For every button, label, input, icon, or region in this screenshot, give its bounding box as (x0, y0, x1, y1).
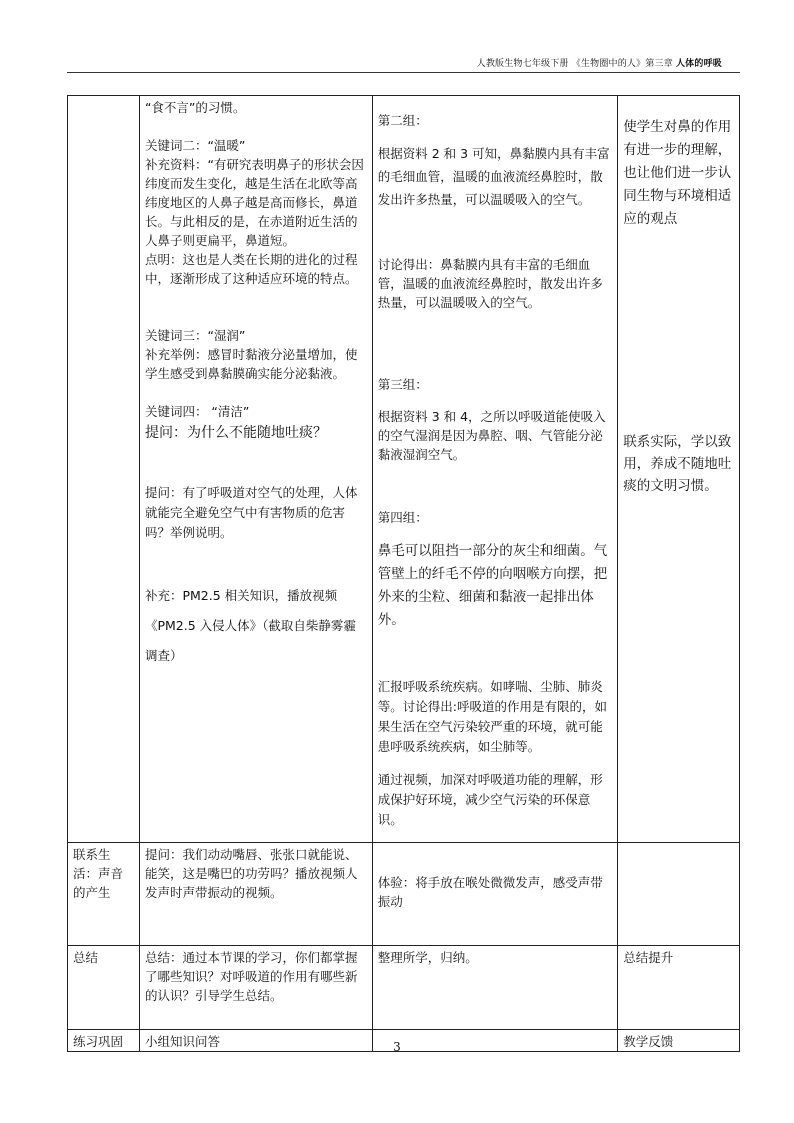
student-text: 整理所学，归纳。 (377, 950, 478, 965)
teacher-line: 点明：这也是人类在长期的进化的过程中，逐渐形成了这种适应环境的特点。 (144, 252, 358, 286)
teacher-question: 提问：有了呼吸道对空气的处理，人体就能完全避免空气中有害物质的危害吗？举例说明。 (144, 485, 358, 540)
teacher-line: 补充资料：“有研究表明鼻子的形状会因纬度而发生变化，越是生活在北欧等高纬度地区的人鼻子越是高而修长，鼻道长。与此相反的是，在赤道附近生活的人鼻子则更扁平，鼻道短。 (144, 157, 364, 248)
stage-cell (68, 96, 140, 843)
student-activity-cell (372, 946, 618, 1030)
stage-label: 练习巩固 (73, 1034, 124, 1049)
teacher-line: “食不言”的习惯。 (144, 100, 246, 115)
header-chapter-title: 人体的呼吸 (675, 59, 722, 69)
teacher-question: 提问：为什么不能随地吐痰？ (144, 425, 327, 441)
teacher-text: 总结：通过本节课的学习，你们都掌握了哪些知识？对呼吸道的作用有哪些新的认识？引导学生总结。 (144, 950, 358, 1003)
student-activity-cell (372, 843, 618, 946)
student-activity-cell (372, 96, 618, 843)
table-row (68, 96, 740, 843)
teacher-text: 小组知识问答 (144, 1034, 220, 1049)
intent-cell (618, 843, 740, 946)
intent-text: 使学生对鼻的作用有进一步的理解，也让他们进一步认同生物与环境相适应的观点 (623, 119, 732, 227)
student-line: 通过视频，加深对呼吸道功能的理解，形成保护好环境，减少空气污染的环保意识。 (377, 771, 603, 827)
intent-text: 联系实际，学以致用，养成不随地吐痰的文明习惯。 (623, 434, 732, 494)
keyword-heading: 关键词三：“湿润” (144, 328, 246, 343)
stage-cell (68, 843, 140, 946)
teacher-text: 提问：我们动动嘴唇、张张口就能说、能笑，这是嘴巴的功劳吗？播放视频人发声时声带振动的视频。 (144, 847, 358, 900)
student-line: 鼻毛可以阻挡一部分的灰尘和细菌。气管壁上的纤毛不停的向咽喉方向摆，把外来的尘粒、细菌和黏液一起排出体外。 (377, 543, 608, 628)
group-heading: 第四组： (377, 509, 428, 525)
student-line: 根据资料 2 和 3 可知，鼻黏膜内具有丰富的毛细血管，温暖的血液流经鼻腔时，散发出许多热量，可以温暖吸入的空气。 (377, 146, 610, 207)
teacher-line: 补充：PM2.5 相关知识，播放视频《PM2.5 入侵人体》（截取自柴静雾霾调查） (144, 588, 356, 663)
teacher-activity-cell (139, 946, 372, 1030)
teacher-line: 补充举例：感冒时黏液分泌量增加，使学生感受到鼻黏膜确实能分泌黏液。 (144, 347, 358, 381)
intent-text: 总结提升 (623, 950, 674, 965)
student-line: 汇报呼吸系统疾病。如哮喘、尘肺、肺炎等。讨论得出:呼吸道的作用是有限的，如果生活在空气污染较严重的环境，就可能患呼吸系统疾病，如尘肺等。 (377, 679, 607, 754)
teacher-activity-cell (139, 96, 372, 843)
student-line: 根据资料 3 和 4，之所以呼吸道能使吸入的空气湿润是因为鼻腔、咽、气管能分泌黏液湿润空气。 (377, 408, 606, 462)
keyword-heading: 关键词四： “清洁” (144, 404, 250, 419)
intent-cell (618, 96, 740, 843)
table-row (68, 946, 740, 1030)
page-number: 3 (393, 1040, 401, 1054)
intent-cell (618, 946, 740, 1030)
intent-text: 教学反馈 (623, 1034, 674, 1049)
group-heading: 第二组： (377, 112, 428, 128)
student-line: 讨论得出：鼻黏膜内具有丰富的毛细血管，温暖的血液流经鼻腔时，散发出许多热量，可以温暖吸入的空气。 (377, 257, 603, 310)
stage-label: 总结 (73, 950, 99, 965)
table-row (68, 843, 740, 946)
page-header (67, 54, 740, 73)
teacher-activity-cell (139, 843, 372, 946)
stage-cell (68, 946, 140, 1030)
group-heading: 第三组： (377, 377, 428, 392)
keyword-heading: 关键词二：“温暖” (144, 138, 246, 153)
stage-label: 联系生活：声音的产生 (73, 847, 124, 900)
lesson-plan-table (67, 95, 740, 1052)
header-book-title: 人教版生物七年级下册 《生物圈中的人》第三章 (476, 59, 676, 69)
student-text: 体验：将手放在喉处微微发声，感受声带振动 (377, 875, 603, 909)
header-text (477, 56, 722, 69)
